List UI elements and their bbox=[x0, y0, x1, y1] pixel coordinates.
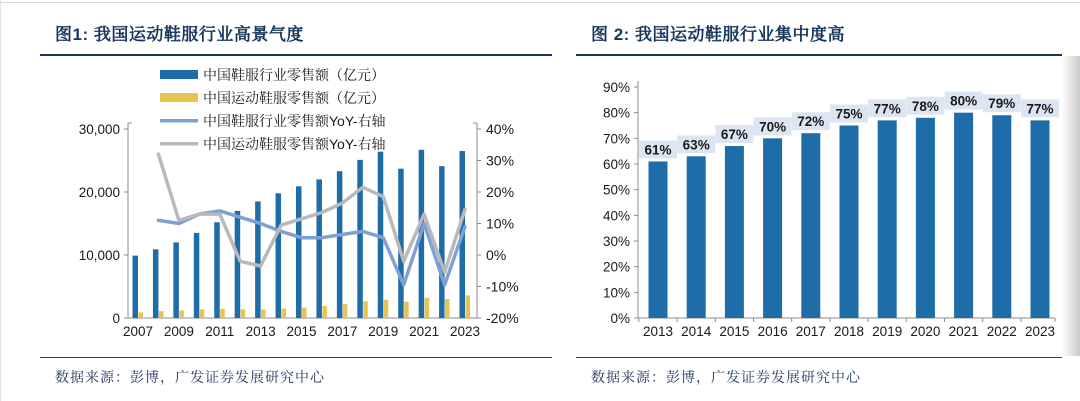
legend-swatch-bar bbox=[160, 70, 198, 79]
legend-label: 中国运动鞋服零售额YoY-右轴 bbox=[203, 136, 386, 152]
cr5-bar-2023 bbox=[1031, 120, 1050, 318]
y-tick-label: 20% bbox=[602, 259, 630, 275]
legend-label: 中国鞋服行业零售额YoY-右轴 bbox=[203, 113, 386, 129]
x-tick-label: 2015 bbox=[286, 324, 317, 339]
x-tick-label: 2009 bbox=[163, 324, 194, 339]
figure2-title: 图 2: 我国运动鞋服行业集中度高 bbox=[591, 25, 846, 44]
sportswear-bar-2017 bbox=[343, 304, 348, 318]
sportswear-bar-2023 bbox=[466, 295, 471, 318]
right-tick-label: 0% bbox=[486, 247, 507, 263]
left-tick-label: 20,000 bbox=[78, 185, 120, 200]
cr5-bar-2013 bbox=[649, 161, 668, 318]
apparel-bar-2012 bbox=[235, 211, 241, 318]
right-tick-label: 30% bbox=[486, 152, 515, 169]
cr5-bar-2019 bbox=[878, 120, 897, 318]
figure2-source: 数据来源：彭博，广发证券发展研究中心 bbox=[591, 371, 861, 386]
apparel-bar-2017 bbox=[337, 171, 343, 318]
data-label: 70% bbox=[759, 119, 787, 135]
legend-swatch-line bbox=[160, 142, 198, 146]
x-tick-label: 2016 bbox=[757, 324, 788, 339]
x-tick-label: 2015 bbox=[719, 324, 750, 339]
left-tick-label: 0 bbox=[112, 311, 120, 326]
apparel-bar-2011 bbox=[214, 222, 220, 318]
data-label: 67% bbox=[720, 127, 748, 143]
data-label: 72% bbox=[797, 114, 825, 130]
y-tick-label: 50% bbox=[602, 182, 630, 198]
y-tick-label: 40% bbox=[602, 208, 630, 224]
data-label: 63% bbox=[682, 137, 710, 153]
sportswear-bar-2013 bbox=[261, 309, 266, 318]
figure2-panel bbox=[576, 14, 1062, 387]
right-tick-label: 10% bbox=[486, 215, 515, 232]
apparel-bar-2007 bbox=[133, 256, 139, 318]
apparel-bar-2008 bbox=[153, 249, 159, 318]
figure1-source: 数据来源：彭博，广发证券发展研究中心 bbox=[55, 371, 325, 386]
legend-label: 中国运动鞋服零售额（亿元） bbox=[203, 90, 385, 106]
cr5-bar-2017 bbox=[801, 133, 820, 318]
x-tick-label: 2011 bbox=[205, 324, 235, 339]
x-tick-label: 2007 bbox=[122, 324, 154, 339]
y-tick-label: 80% bbox=[602, 105, 630, 121]
apparel-bar-2010 bbox=[194, 233, 200, 318]
sportswear-bar-2007 bbox=[139, 312, 144, 318]
sportswear-bar-2011 bbox=[220, 309, 225, 318]
data-label: 77% bbox=[873, 101, 901, 117]
x-tick-label: 2022 bbox=[986, 324, 1017, 339]
y-tick-label: 60% bbox=[602, 157, 630, 172]
left-tick-label: 30,000 bbox=[78, 122, 120, 137]
sportswear-bar-2009 bbox=[179, 310, 184, 318]
right-tick-label: -10% bbox=[486, 278, 519, 295]
x-tick-label: 2013 bbox=[642, 324, 674, 339]
x-tick-label: 2019 bbox=[872, 324, 903, 339]
sportswear-bar-2020 bbox=[404, 302, 409, 318]
figure1-title: 图1: 我国运动鞋服行业高景气度 bbox=[55, 25, 304, 44]
x-tick-label: 2020 bbox=[910, 324, 941, 339]
left-tick-label: 10,000 bbox=[78, 248, 120, 263]
x-tick-label: 2023 bbox=[449, 324, 481, 339]
cr5-bar-2021 bbox=[954, 113, 973, 318]
apparel-bar-2022 bbox=[439, 166, 445, 318]
figure1-panel bbox=[40, 14, 552, 387]
data-label: 78% bbox=[911, 98, 939, 114]
y-tick-label: 0% bbox=[610, 311, 630, 326]
cr5-bar-2020 bbox=[916, 118, 935, 318]
y-tick-label: 70% bbox=[602, 131, 630, 147]
x-tick-label: 2023 bbox=[1024, 324, 1056, 339]
figure1-combo-chart bbox=[40, 56, 552, 356]
figure2-bar-chart bbox=[576, 56, 1062, 356]
right-tick-label: -20% bbox=[486, 310, 519, 326]
apparel-bar-2013 bbox=[255, 201, 261, 318]
cr5-bar-2014 bbox=[687, 156, 706, 318]
cr5-bar-2015 bbox=[725, 146, 744, 318]
page-right-shadow bbox=[1062, 56, 1080, 356]
sportswear-bar-2019 bbox=[384, 300, 389, 318]
cr5-bar-2016 bbox=[763, 138, 782, 318]
cr5-bar-2022 bbox=[992, 115, 1011, 318]
apparel-bar-2014 bbox=[276, 193, 282, 318]
apparel-bar-2018 bbox=[357, 160, 363, 318]
y-tick-label: 30% bbox=[602, 234, 630, 249]
x-tick-label: 2017 bbox=[327, 324, 358, 339]
x-tick-label: 2021 bbox=[409, 324, 440, 339]
sportswear-bar-2018 bbox=[363, 301, 368, 318]
x-tick-label: 2021 bbox=[948, 324, 979, 339]
sportswear-bar-2016 bbox=[322, 306, 327, 318]
legend-swatch-line bbox=[160, 119, 198, 123]
x-tick-label: 2018 bbox=[833, 324, 865, 339]
page-left-border bbox=[0, 0, 1, 401]
page-top-border bbox=[0, 2, 1080, 3]
data-label: 79% bbox=[988, 96, 1016, 112]
x-tick-label: 2013 bbox=[245, 324, 276, 339]
apparel-bar-2015 bbox=[296, 186, 302, 318]
sportswear-bar-2021 bbox=[425, 298, 430, 318]
x-tick-label: 2017 bbox=[795, 324, 826, 339]
legend-swatch-bar bbox=[160, 93, 198, 102]
x-tick-label: 2014 bbox=[681, 324, 712, 339]
apparel-bar-2009 bbox=[173, 242, 179, 318]
data-label: 77% bbox=[1026, 101, 1054, 117]
apparel-bar-2016 bbox=[316, 179, 322, 318]
right-tick-label: 20% bbox=[486, 184, 515, 200]
sportswear-bar-2015 bbox=[302, 308, 307, 318]
sportswear-bar-2014 bbox=[282, 309, 287, 318]
data-label: 75% bbox=[835, 106, 863, 122]
data-label: 80% bbox=[950, 93, 978, 109]
sportswear-bar-2012 bbox=[241, 309, 246, 318]
sportswear-bar-2022 bbox=[445, 299, 450, 318]
x-tick-label: 2019 bbox=[368, 324, 399, 339]
legend-label: 中国鞋服行业零售额（亿元） bbox=[203, 67, 385, 83]
sportswear-bar-2008 bbox=[159, 311, 164, 318]
data-label: 61% bbox=[644, 142, 672, 158]
y-tick-label: 90% bbox=[602, 80, 630, 95]
right-tick-label: 40% bbox=[486, 121, 515, 137]
cr5-bar-2018 bbox=[840, 126, 859, 319]
sportswear-bar-2010 bbox=[200, 309, 205, 318]
y-tick-label: 10% bbox=[602, 285, 630, 301]
